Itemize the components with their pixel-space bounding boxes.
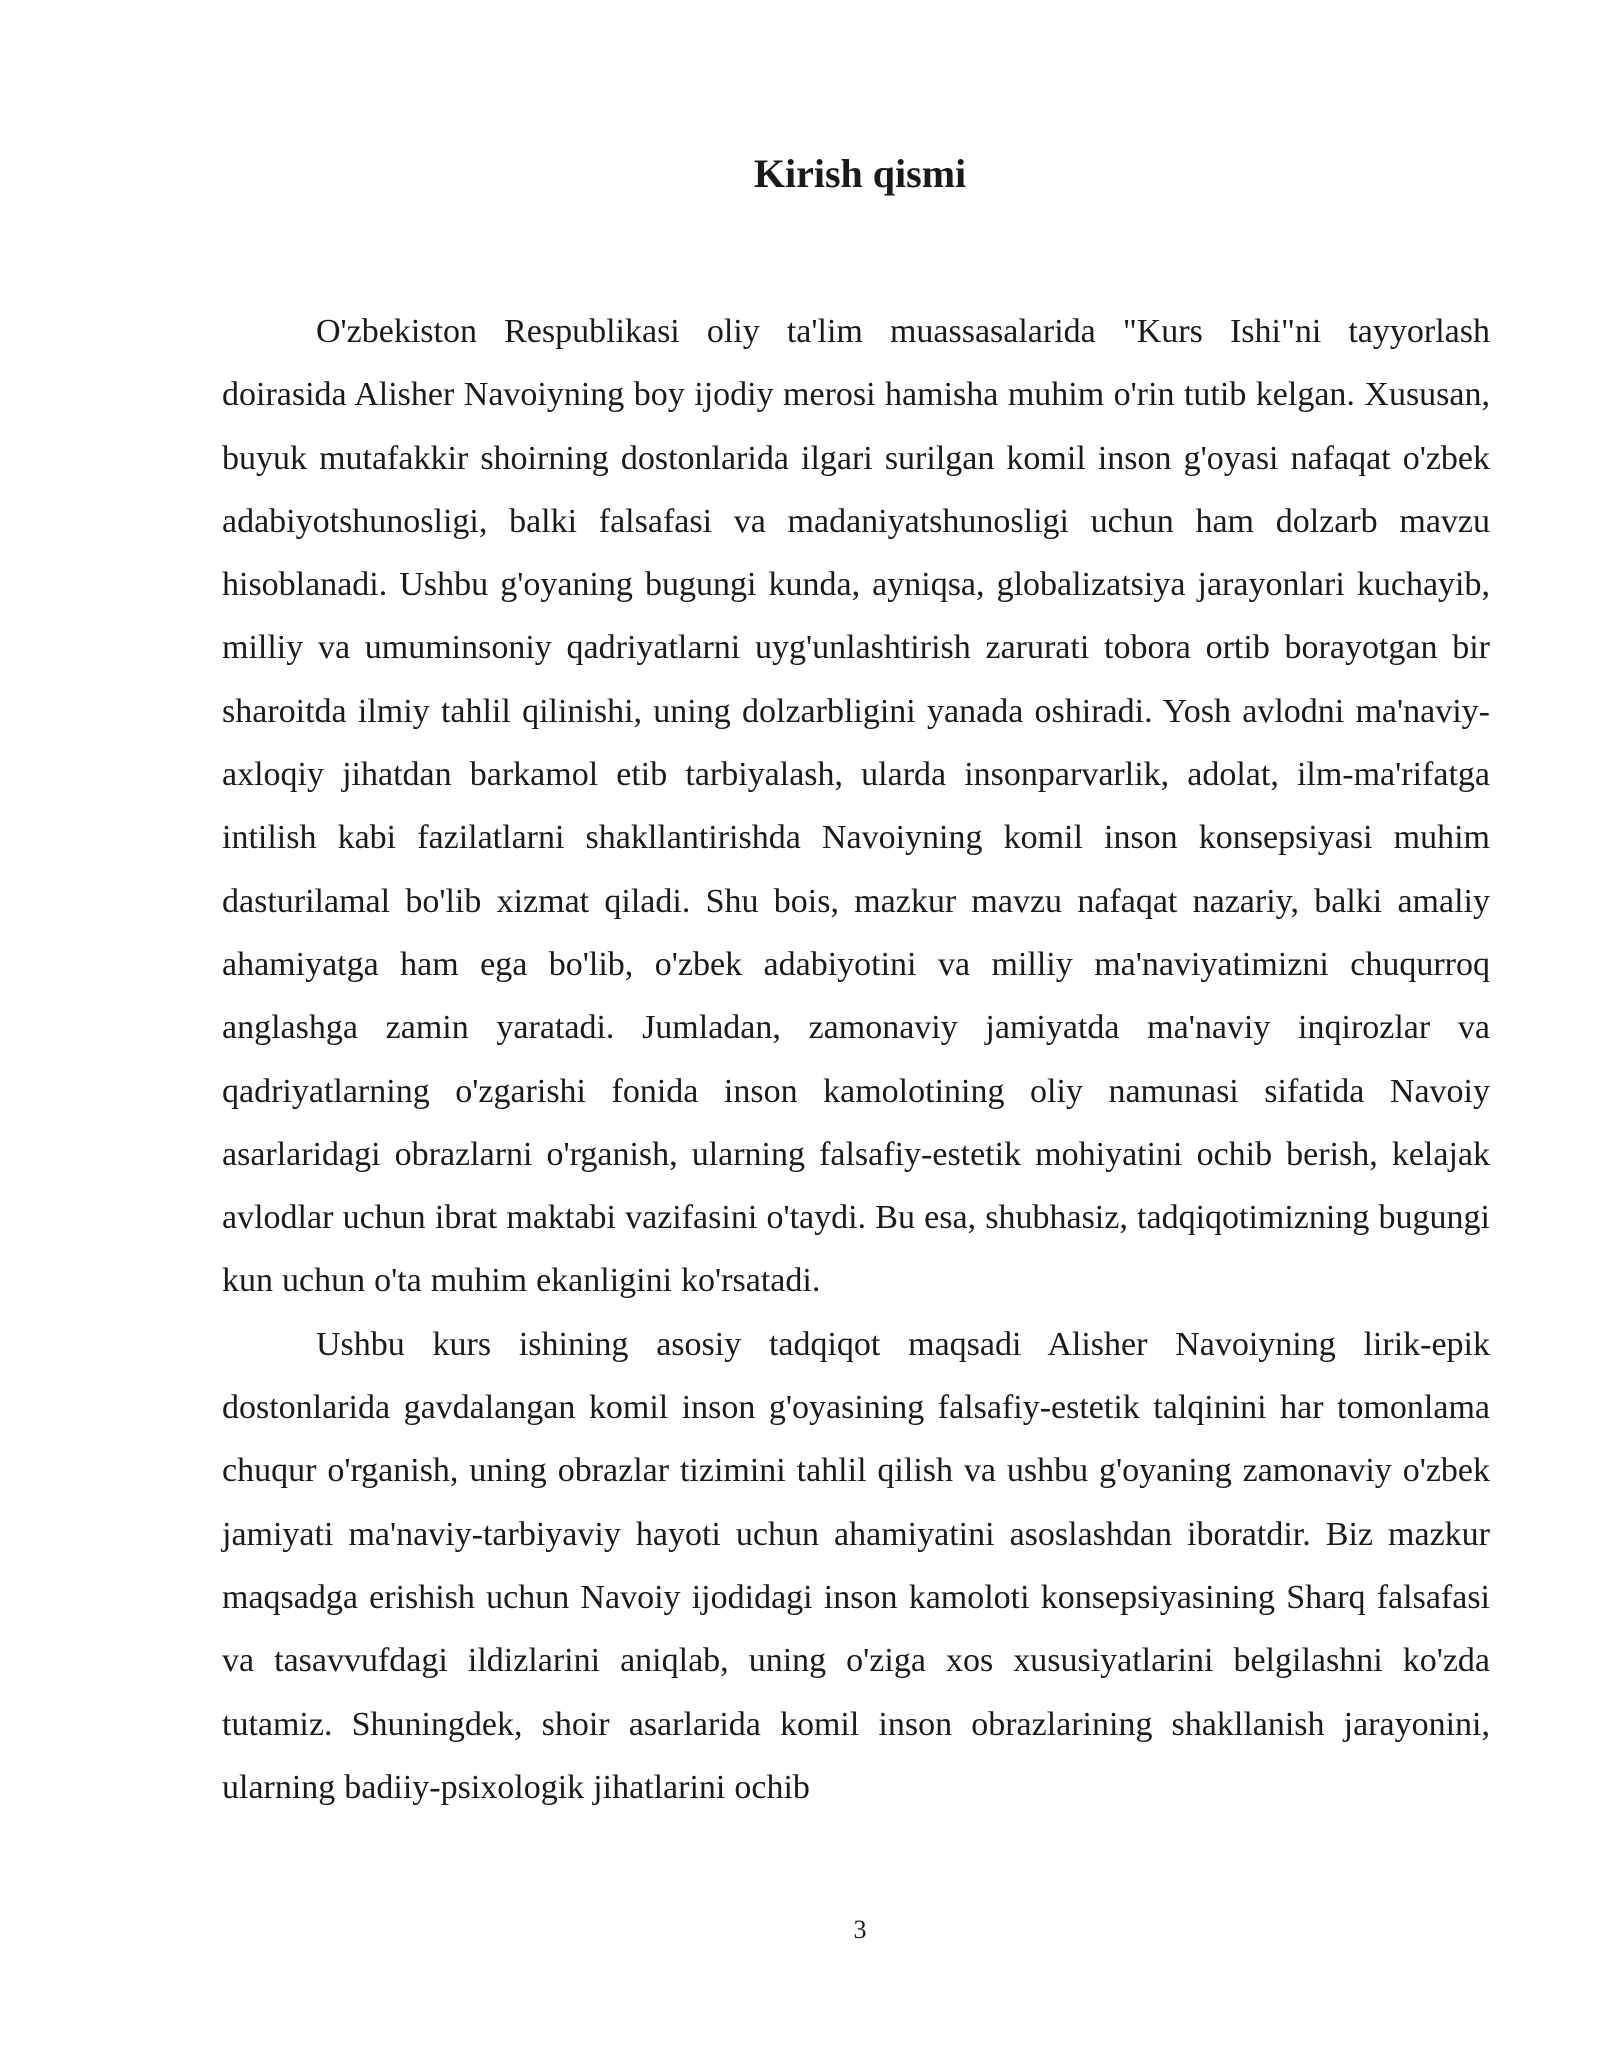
body-text — [222, 300, 1490, 1819]
paragraph-1: O'zbekiston Respublikasi oliy ta'lim muassasalarida "Kurs Ishi"ni tayyorlash doirasida Alisher Navoiyning boy ijodiy merosi hamisha muhim o'rin tutib kelgan. Xususan, buyuk mutafakkir shoirning dostonlarida ilgari surilgan komil inson g'oyasi nafaqat o'zbek adabiyotshunosligi, balki falsafasi va madaniyatshunosligi uchun ham dolzarb mavzu hisoblanadi. Ushbu g'oyaning bugungi kunda, ayniqsa, globalizatsiya jarayonlari kuchayib, milliy va umuminsoniy qadriyatlarni uyg'unlashtirish zarurati tobora ortib borayotgan bir sharoitda ilmiy tahlil qilinishi, uning dolzarbligini yanada oshiradi. Yosh avlodni ma'naviy-axloqiy jihatdan barkamol etib tarbiyalash, ularda insonparvarlik, adolat, ilm-ma'rifatga intilish kabi fazilatlarni shakllantirishda Navoiyning komil inson konsepsiyasi muhim dasturilamal bo'lib xizmat qiladi. Shu bois, mazkur mavzu nafaqat nazariy, balki amaliy ahamiyatga ham ega bo'lib, o'zbek adabiyotini va milliy ma'naviyatimizni chuqurroq anglashga zamin yaratadi. Jumladan, zamonaviy jamiyatda ma'naviy inqirozlar va qadriyatlarning o'zgarishi fonida inson kamolotining oliy namunasi sifatida Navoiy asarlaridagi obrazlarni o'rganish, ularning falsafiy-estetik mohiyatini ochib berish, kelajak avlodlar uchun ibrat maktabi vazifasini o'taydi. Bu esa, shubhasiz, tadqiqotimizning bugungi kun uchun o'ta muhim ekanligini ko'rsatadi. — [222, 313, 1490, 1300]
page-number: 3 — [853, 1915, 867, 1944]
paragraph-2: Ushbu kurs ishining asosiy tadqiqot maqsadi Alisher Navoiyning lirik-epik dostonlarida gavdalangan komil inson g'oyasining falsafiy-estetik talqinini har tomonlama chuqur o'rganish, uning obrazlar tizimini tahlil qilish va ushbu g'oyaning zamonaviy o'zbek jamiyati ma'naviy-tarbiyaviy hayoti uchun ahamiyatini asoslashdan iboratdir. Biz mazkur maqsadga erishish uchun Navoiy ijodidagi inson kamoloti konsepsiyasining Sharq falsafasi va tasavvufdagi ildizlarini aniqlab, uning o'ziga xos xususiyatlarini belgilashni ko'zda tutamiz. Shuningdek, shoir asarlarida komil inson obrazlarining shakllanish jarayonini, ularning badiiy-psixologik jihatlarini ochib — [222, 1325, 1490, 1806]
page-title: Kirish qismi — [753, 151, 967, 196]
